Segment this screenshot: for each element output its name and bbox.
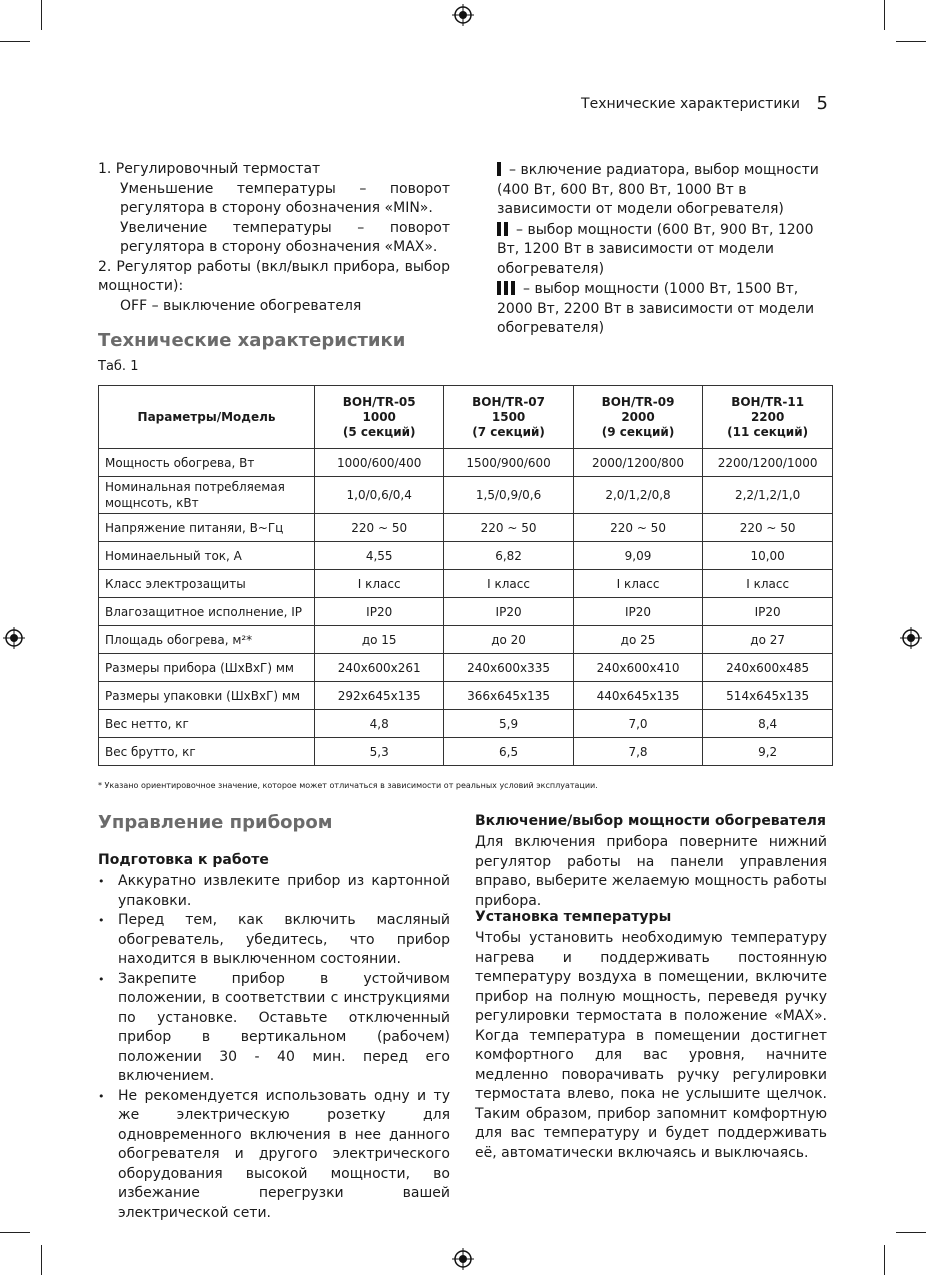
cell: I класс — [315, 570, 444, 598]
cell: IP20 — [703, 598, 833, 626]
cell: 220 ~ 50 — [315, 514, 444, 542]
row-label: Номинальная потребляемая мощнсоть, кВт — [99, 477, 315, 514]
mode-2-text: – выбор мощности (600 Вт, 900 Вт, 1200 Вт, 1200 Вт в зависимости от модели обогревателя) — [497, 221, 814, 277]
cell: 240x600x335 — [444, 654, 573, 682]
table-footnote: * Указано ориентировочное значение, которое может отличаться в зависимости от реальных условий эксплуатации. — [98, 781, 598, 790]
table-row — [99, 626, 833, 654]
list-item: • Перед тем, как включить масляный обогреватель, убедитесь, что прибор находится в выключенном состоянии. — [98, 911, 450, 970]
cell: 1,0/0,6/0,4 — [315, 477, 444, 514]
cell: IP20 — [315, 598, 444, 626]
temp-heading: Установка температуры — [475, 909, 672, 925]
off-description: OFF – выключение обогревателя — [120, 297, 362, 314]
row-label: Класс электрозащиты — [99, 570, 315, 598]
temp-text: Чтобы установить необходимую температуру нагрева и поддерживать постоянную температуру воздуха в помещении, включите прибор на полную мощность, переведя ручку регулировки термостата в положение «MAX». Когда температура в помещении достигнет комфортного для вас уровня, начните медленно поворачивать ручку регулировки термостата влево, пока не услышите щелчок. Таким образом, прибор запомнит комфортную для вас температуру и будет поддерживать её, автоматически включаясь и выключаясь. — [475, 930, 827, 1161]
header-model: BOH/TR-05 1000 (5 секций) — [315, 386, 444, 449]
table-row — [99, 682, 833, 710]
cell: 1500/900/600 — [444, 449, 573, 477]
cell: 6,5 — [444, 738, 573, 766]
table-header-row — [99, 386, 833, 449]
table-row — [99, 449, 833, 477]
row-label: Размеры упаковки (ШхВхГ) мм — [99, 682, 315, 710]
thermostat-increase: Увеличение температуры – поворот регулятора в сторону обозначения «MAX». — [120, 219, 450, 255]
mode-one-bar-icon — [497, 162, 501, 176]
row-label: Напряжение питаняи, В~Гц — [99, 514, 315, 542]
header-model: BOH/TR-11 2200 (11 секций) — [703, 386, 833, 449]
cell: IP20 — [444, 598, 573, 626]
control-heading: Управление прибором — [98, 812, 333, 833]
row-label: Мощность обогрева, Вт — [99, 449, 315, 477]
specs-heading: Технические характеристики — [98, 330, 406, 351]
cell: I класс — [703, 570, 833, 598]
page-number: 5 — [816, 93, 828, 114]
cell: I класс — [573, 570, 703, 598]
cell: 2000/1200/800 — [573, 449, 703, 477]
list-item: • Не рекомендуется использовать одну и ту же электрическую розетку для одновременного включения в нее данного обогревателя и другого электрического оборудования высокой мощности, во избежание перегрузки вашей электрической сети. — [98, 1087, 450, 1224]
cell: 5,3 — [315, 738, 444, 766]
crop-mark-top-right-h — [896, 41, 926, 42]
cell: 10,00 — [703, 542, 833, 570]
table-row — [99, 710, 833, 738]
table-row — [99, 654, 833, 682]
prep-list — [98, 872, 450, 1223]
row-label: Площадь обогрева, м²* — [99, 626, 315, 654]
cell: 5,9 — [444, 710, 573, 738]
crop-mark-bottom-left-v — [41, 1245, 42, 1275]
cell: 366x645x135 — [444, 682, 573, 710]
table-row — [99, 738, 833, 766]
header-model: BOH/TR-09 2000 (9 секций) — [573, 386, 703, 449]
row-label: Вес нетто, кг — [99, 710, 315, 738]
cell: 220 ~ 50 — [444, 514, 573, 542]
power-heading: Включение/выбор мощности обогревателя — [475, 813, 826, 829]
cell: 440x645x135 — [573, 682, 703, 710]
table-label: Таб. 1 — [98, 359, 139, 374]
power-text: Для включения прибора поверните нижний регулятор работы на панели управления вправо, выберите желаемую мощность работы прибора. — [475, 834, 827, 909]
mode-three-bars-icon — [497, 281, 515, 295]
header-param: Параметры/Модель — [99, 386, 315, 449]
crop-mark-bottom-right-v — [884, 1245, 885, 1275]
row-label: Размеры прибора (ШхВхГ) мм — [99, 654, 315, 682]
cell: 7,0 — [573, 710, 703, 738]
crop-mark-bottom-left-h — [0, 1232, 30, 1233]
table-row — [99, 570, 833, 598]
table-row — [99, 598, 833, 626]
item-mode-switch-title: 2. Регулятор работы (вкл/выкл прибора, выбор мощности): — [98, 258, 450, 294]
cell: 240x600x485 — [703, 654, 833, 682]
table-row — [99, 477, 833, 514]
cell: 292x645x135 — [315, 682, 444, 710]
cell: 9,2 — [703, 738, 833, 766]
running-header: Технические характеристики — [581, 96, 800, 112]
cell: до 15 — [315, 626, 444, 654]
mode-1-text: – включение радиатора, выбор мощности (400 Вт, 600 Вт, 800 Вт, 1000 Вт в зависимости от модели обогревателя) — [497, 162, 819, 217]
mode-1-line — [497, 160, 827, 220]
cell: 2200/1200/1000 — [703, 449, 833, 477]
cell: 4,8 — [315, 710, 444, 738]
table-row — [99, 542, 833, 570]
cell: до 25 — [573, 626, 703, 654]
list-item: • Аккуратно извлеките прибор из картонной упаковки. — [98, 872, 450, 911]
crop-mark-top-left-h — [0, 41, 30, 42]
cell: 220 ~ 50 — [573, 514, 703, 542]
cell: IP20 — [573, 598, 703, 626]
row-label: Вес брутто, кг — [99, 738, 315, 766]
cell: 2,0/1,2/0,8 — [573, 477, 703, 514]
registration-mark-icon — [900, 627, 922, 649]
row-label: Влагозащитное исполнение, IP — [99, 598, 315, 626]
cell: 514x645x135 — [703, 682, 833, 710]
mode-3-line — [497, 279, 827, 339]
controls-description-right — [497, 160, 827, 339]
cell: 9,09 — [573, 542, 703, 570]
cell: 7,8 — [573, 738, 703, 766]
prep-heading: Подготовка к работе — [98, 852, 269, 868]
thermostat-decrease: Уменьшение температуры – поворот регулятора в сторону обозначения «MIN». — [120, 180, 450, 216]
row-label: Номинаельный ток, А — [99, 542, 315, 570]
registration-mark-icon — [452, 4, 474, 26]
registration-mark-icon — [452, 1248, 474, 1270]
specs-table — [98, 385, 833, 766]
cell: 240x600x261 — [315, 654, 444, 682]
cell: до 27 — [703, 626, 833, 654]
mode-3-text: – выбор мощности (1000 Вт, 1500 Вт, 2000 Вт, 2200 Вт в зависимости от модели обогревателя) — [497, 281, 815, 336]
table-row — [99, 514, 833, 542]
cell: 1000/600/400 — [315, 449, 444, 477]
crop-mark-bottom-right-h — [896, 1232, 926, 1233]
item-thermostat-title: 1. Регулировочный термостат — [98, 161, 321, 177]
cell: 1,5/0,9/0,6 — [444, 477, 573, 514]
cell: 6,82 — [444, 542, 573, 570]
mode-two-bars-icon — [497, 222, 508, 236]
cell: 4,55 — [315, 542, 444, 570]
cell: 8,4 — [703, 710, 833, 738]
controls-description-left — [98, 160, 450, 316]
cell: до 20 — [444, 626, 573, 654]
cell: 240x600x410 — [573, 654, 703, 682]
crop-mark-top-left-v — [41, 0, 42, 30]
cell: 220 ~ 50 — [703, 514, 833, 542]
header-model: BOH/TR-07 1500 (7 секций) — [444, 386, 573, 449]
list-item: • Закрепите прибор в устойчивом положении, в соответствии с инструкциями по установке. Оставьте отключенный прибор в вертикальном (рабочем) положении 30 - 40 мин. перед его включением. — [98, 970, 450, 1087]
registration-mark-icon — [3, 627, 25, 649]
mode-2-line — [497, 220, 827, 280]
cell: I класс — [444, 570, 573, 598]
cell: 2,2/1,2/1,0 — [703, 477, 833, 514]
crop-mark-top-right-v — [884, 0, 885, 30]
